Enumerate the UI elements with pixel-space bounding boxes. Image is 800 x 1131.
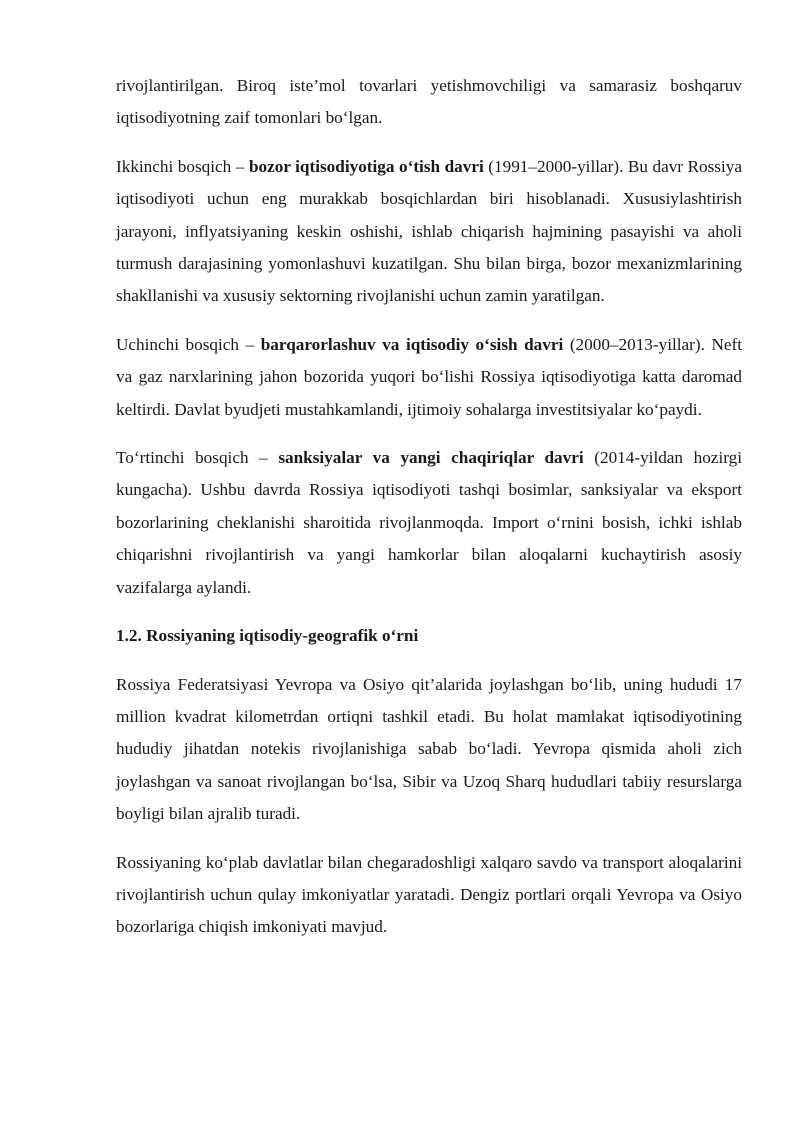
paragraph-third-stage [116,329,742,426]
paragraph-text: (2000–2013-yillar). Neft va gaz narxlarining jahon bozorida yuqori bo‘lishi Rossiya iqtisodiyotiga katta daromad keltirdi. Davlat byudjeti mustahkamlandi, ijtimoiy sohalarga investitsiyalar ko‘paydi. [116,334,742,419]
paragraph-bold-term: barqarorlashuv va iqtisodiy o‘sish davri [260,334,564,354]
paragraph-bold-term: bozor iqtisodiyotiga o‘tish davri [248,156,484,176]
paragraph-fourth-stage [116,442,742,604]
section-heading: 1.2. Rossiyaning iqtisodiy-geografik o‘rni [116,626,419,646]
paragraph-text: Rossiya Federatsiyasi Yevropa va Osiyo qit’alarida joylashgan bo‘lib, uning hududi 17 million kvadrat kilometrdan ortiqni tashkil etadi. Bu holat mamlakat iqtisodiyotining hududiy jihatdan notekis rivojlanishiga sabab bo‘ladi. Yevropa qismida aholi zich joylashgan va sanoat rivojlangan bo‘lsa, Sibir va Uzoq Sharq hududlari tabiiy resurslarga boyligi bilan ajralib turadi. [116,674,742,824]
paragraph-second-stage [116,151,742,313]
paragraph-intro-continuation [116,70,742,135]
paragraph-text: (1991–2000-yillar). Bu davr Rossiya iqtisodiyoti uchun eng murakkab bosqichlardan biri hisoblanadi. Xususiylashtirish jarayoni, inflyatsiyaning keskin oshishi, ishlab chiqarish hajmining pasayishi va aholi turmush darajasining yomonlashuvi kuzatilgan. Shu bilan birga, bozor mexanizmlarining shakllanishi va xususiy sektorning rivojlanishi uchun zamin yaratilgan. [116,156,742,306]
paragraph-geography [116,669,742,831]
paragraph-text: Rossiyaning ko‘plab davlatlar bilan chegaradoshligi xalqaro savdo va transport aloqalarini rivojlantirish uchun qulay imkoniyatlar yaratadi. Dengiz portlari orqali Yevropa va Osiyo bozorlariga chiqish imkoniyati mavjud. [116,852,742,937]
paragraph-lead: To‘rtinchi bosqich – [116,448,279,468]
paragraph-borders [116,847,742,944]
paragraph-lead: Ikkinchi bosqich – [116,156,249,176]
document-page [116,70,742,944]
paragraph-text: (2014-yildan hozirgi kungacha). Ushbu davrda Rossiya iqtisodiyoti tashqi bosimlar, sanksiyalar va eksport bozorlarining cheklanishi sharoitida rivojlanmoqda. Import o‘rnini bosish, ichki ishlab chiqarishni rivojlantirish va yangi hamkorlar bilan aloqalarni kuchaytirish asosiy vazifalarga aylandi. [116,448,742,597]
paragraph-bold-term: sanksiyalar va yangi chaqiriqlar davri [278,448,584,468]
paragraph-lead: Uchinchi bosqich – [116,334,261,354]
paragraph-text: rivojlantirilgan. Biroq iste’mol tovarlari yetishmovchiligi va samarasiz boshqaruv iqtisodiyotning zaif tomonlari bo‘lgan. [116,76,742,128]
